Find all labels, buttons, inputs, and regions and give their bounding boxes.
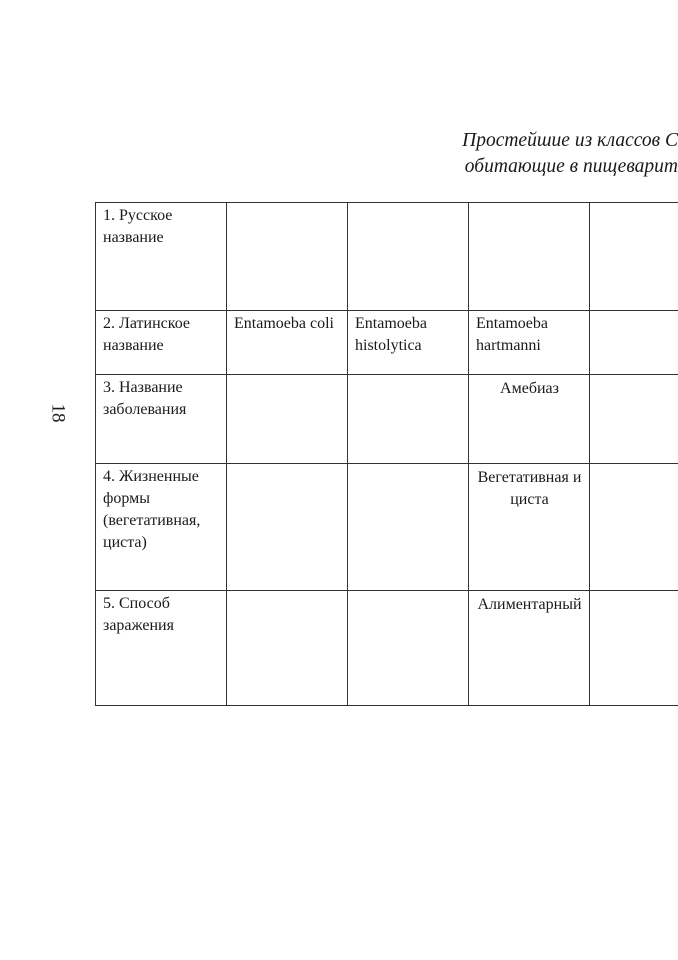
table-cell: Entamoeba hartmanni	[469, 311, 590, 375]
table-cell: Entamoeba coli	[227, 311, 348, 375]
table-cell	[348, 375, 469, 464]
row-label: 1. Русское название	[96, 203, 227, 311]
table-cell	[227, 203, 348, 311]
row-label: 4. Жизненные формы (вегетативная, циста)	[96, 464, 227, 591]
row-label: 2. Латинское название	[96, 311, 227, 375]
table-cell: Entamoeba histolytica	[348, 311, 469, 375]
table-cell	[590, 375, 678, 464]
table-cell	[348, 591, 469, 706]
table-row	[96, 311, 678, 375]
table-cell	[348, 464, 469, 591]
table-row	[96, 375, 678, 464]
table-cell: Вегетативная и циста	[469, 464, 590, 591]
table-cell	[348, 203, 469, 311]
table-cell	[227, 375, 348, 464]
table-cell: Амебиаз	[469, 375, 590, 464]
table-cell	[469, 203, 590, 311]
table-row	[96, 464, 678, 591]
table-row	[96, 203, 678, 311]
table-row	[96, 591, 678, 706]
table-title	[318, 128, 678, 180]
page-number: 18	[47, 403, 69, 423]
table-cell	[227, 464, 348, 591]
table-cell	[227, 591, 348, 706]
table-container	[95, 202, 678, 707]
row-label: 5. Способ заражения	[96, 591, 227, 706]
table-cell	[590, 311, 678, 375]
table-title-line-2: обитающие в пищеварит	[464, 156, 678, 177]
protozoa-table	[95, 202, 678, 706]
table-title-line-1: Простейшие из классов С	[462, 130, 678, 151]
table-cell	[590, 591, 678, 706]
row-label: 3. Название заболевания	[96, 375, 227, 464]
table-cell	[590, 464, 678, 591]
table-cell: Алиментарный	[469, 591, 590, 706]
table-cell	[590, 203, 678, 311]
